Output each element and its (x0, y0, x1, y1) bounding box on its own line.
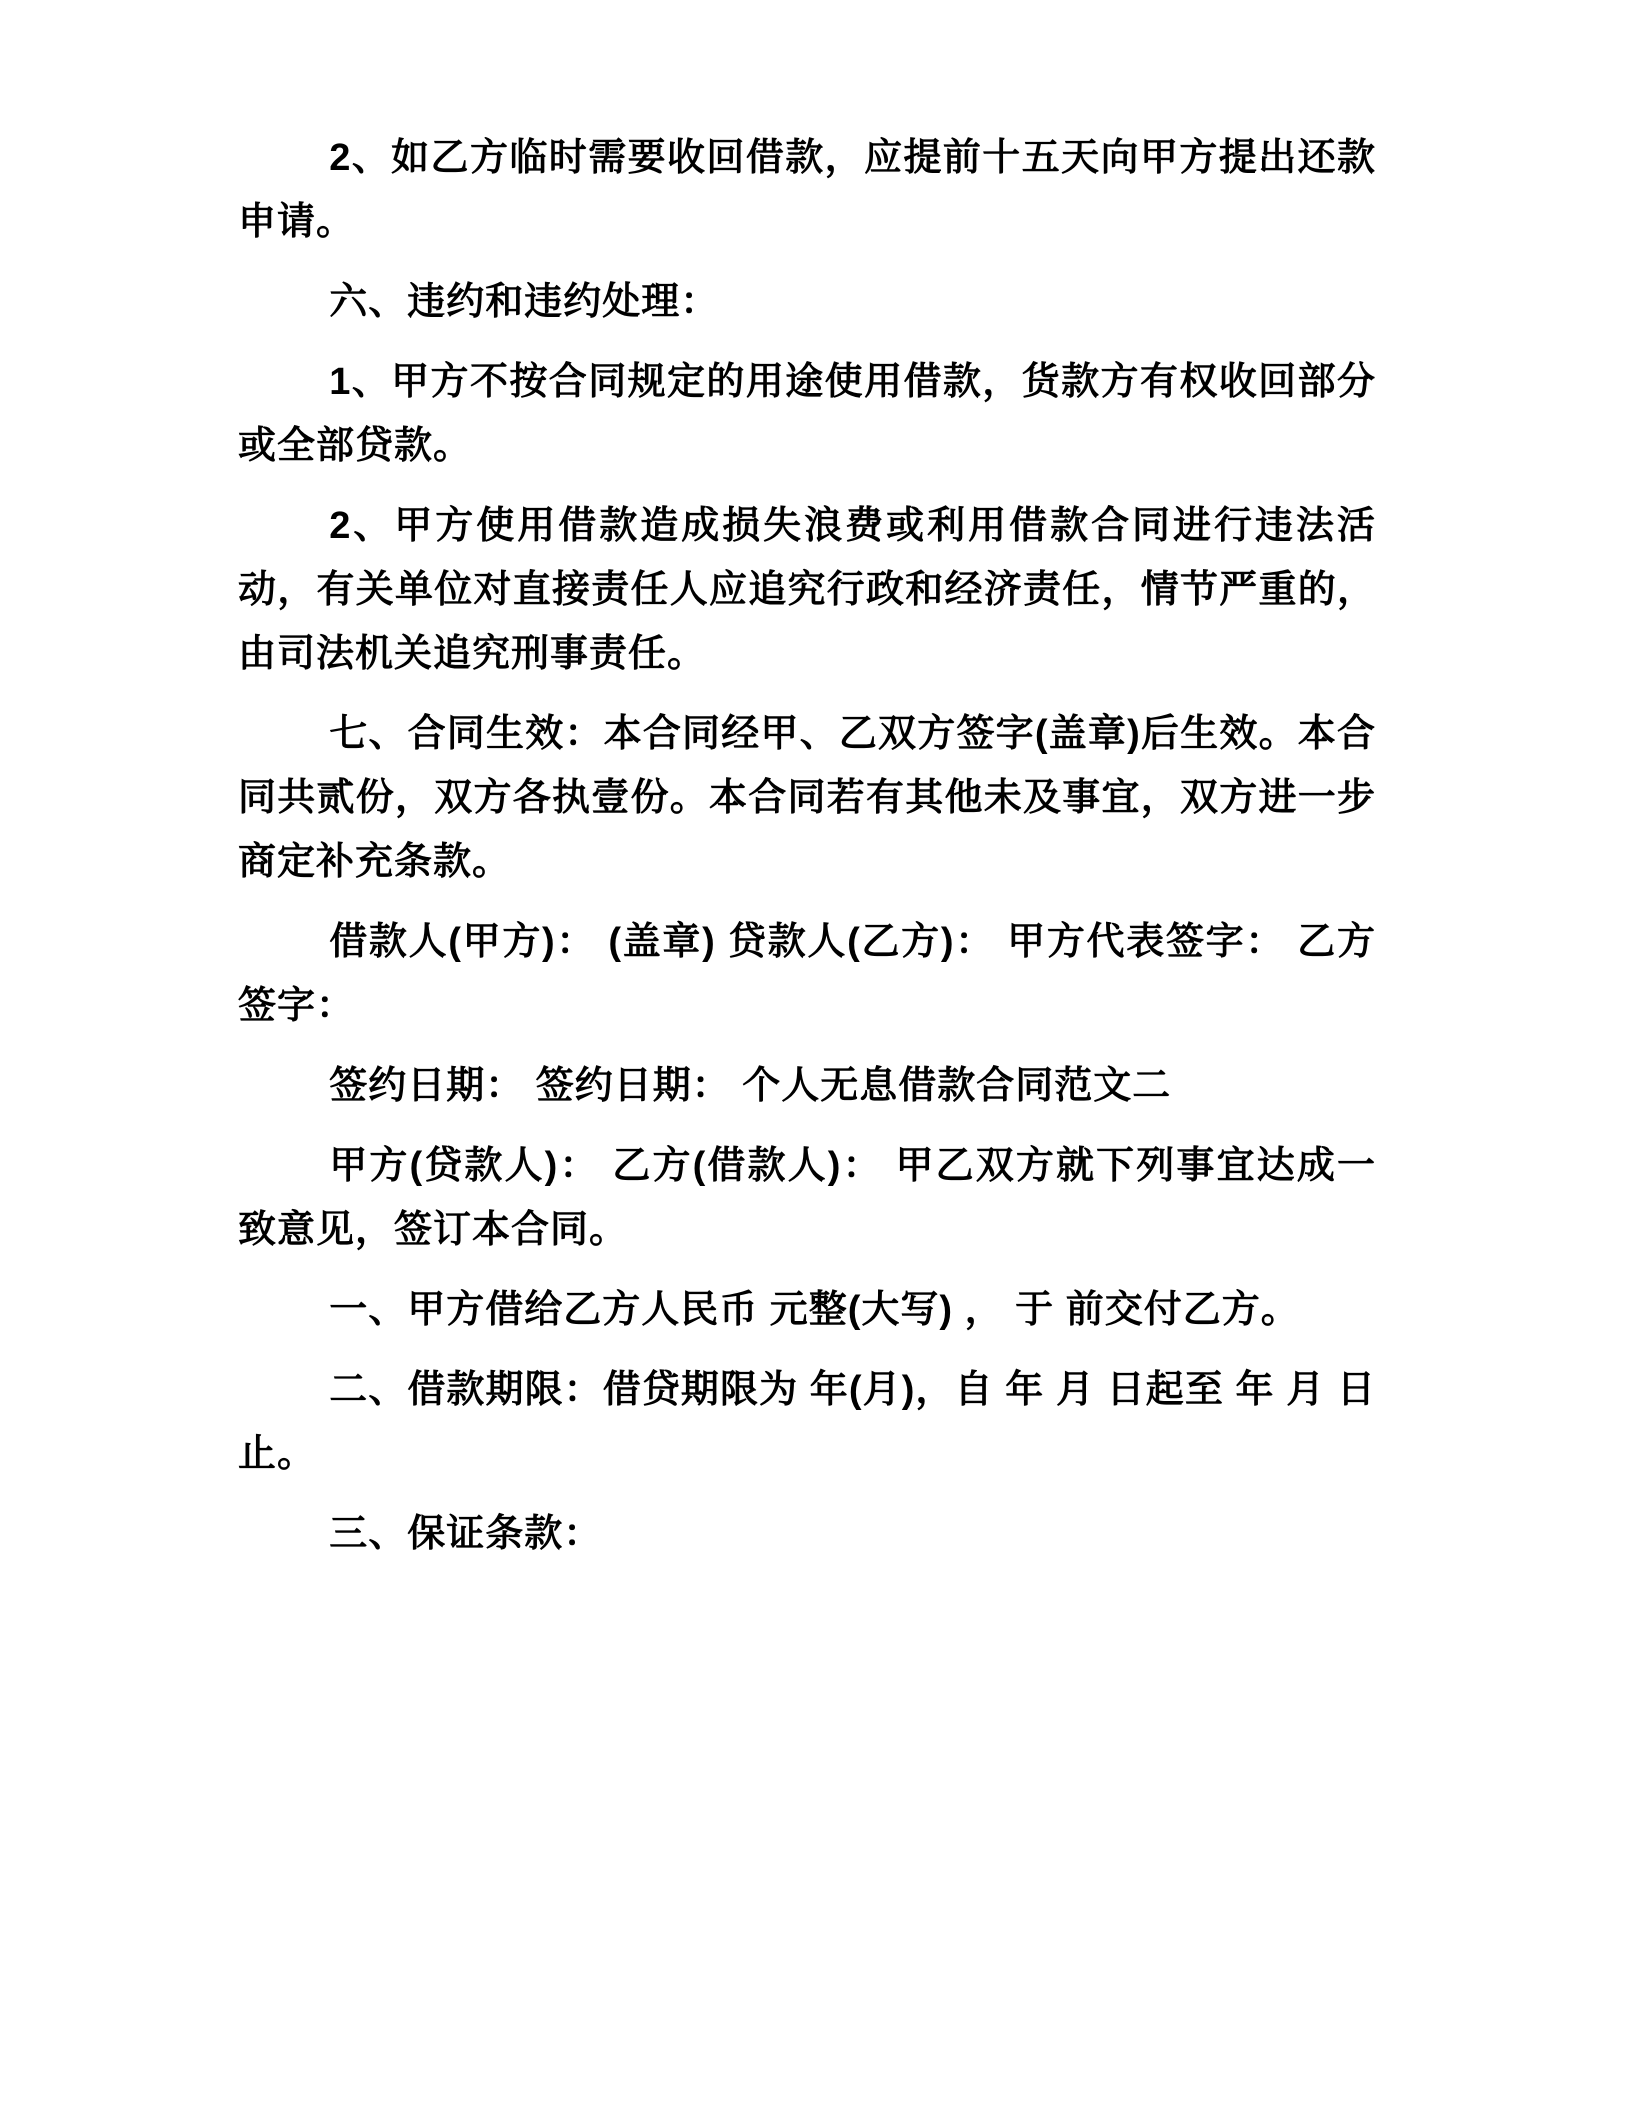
paragraph: 三、保证条款： (329, 1513, 603, 1555)
paragraph: 一、甲方借给乙方人民币 元整(大写) ， 于 前交付乙方。 (329, 1289, 1300, 1331)
paragraph: 签约日期： 签约日期： 个人无息借款合同范文二 (329, 1065, 1172, 1107)
paragraph: 二、借款期限：借贷期限为 年(月)，自 年 月 日起至 年 月 日止。 (238, 1369, 1376, 1475)
paragraph: 2、甲方使用借款造成损失浪费或利用借款合同进行违法活动，有关单位对直接责任人应追究行政和经济责任，情节严重的，由司法机关追究刑事责任。 (238, 505, 1376, 675)
paragraph: 七、合同生效：本合同经甲、乙双方签字(盖章)后生效。本合同共贰份，双方各执壹份。本合同若有其他未及事宜，双方进一步商定补充条款。 (238, 713, 1376, 883)
paragraph: 甲方(贷款人)： 乙方(借款人)： 甲乙双方就下列事宜达成一致意见，签订本合同。 (238, 1145, 1376, 1251)
paragraph: 2、如乙方临时需要收回借款，应提前十五天向甲方提出还款申请。 (238, 137, 1376, 243)
paragraph: 1、甲方不按合同规定的用途使用借款，货款方有权收回部分或全部贷款。 (238, 361, 1376, 467)
paragraph: 借款人(甲方)： (盖章) 贷款人(乙方)： 甲方代表签字： 乙方签字： (238, 921, 1376, 1027)
contract-text (238, 126, 1376, 1566)
paragraph: 六、违约和违约处理： (329, 281, 720, 323)
